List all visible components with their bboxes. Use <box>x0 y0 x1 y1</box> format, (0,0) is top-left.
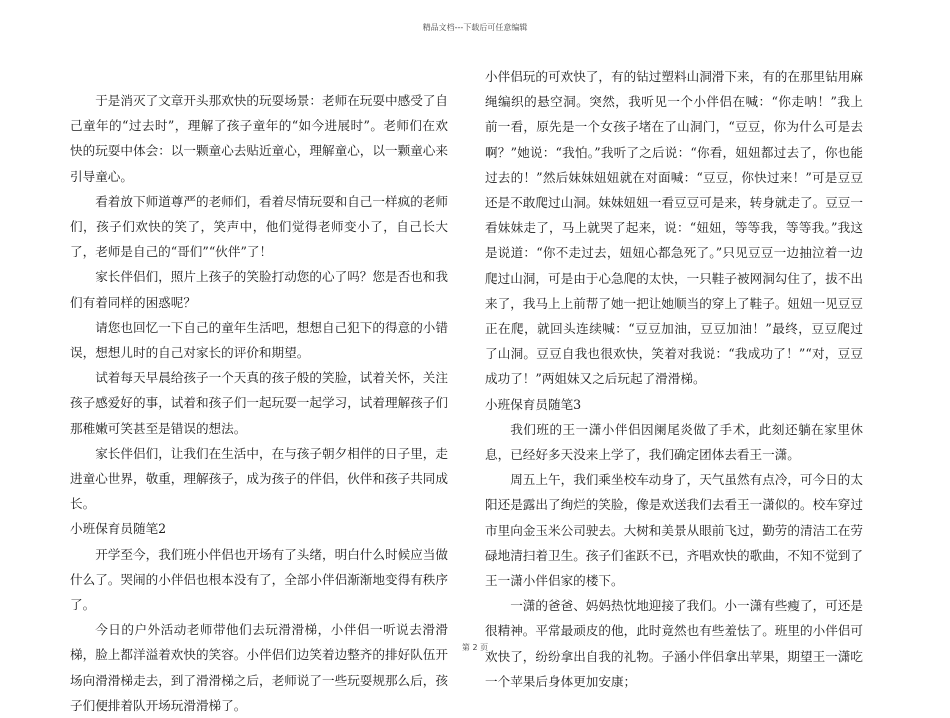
paragraph: 开学至今，我们班小伴侣也开场有了头绪，明白什么时候应当做什么了。哭闹的小伴侣也根本没有了，全部小伴侣渐渐地变得有秩序了。 <box>70 546 448 613</box>
paragraph: 看着放下师道尊严的老师们，看着尽情玩耍和自己一样疯的老师们，孩子们欢快的笑了，笑声中，他们觉得老师变小了，自己长大了，老师是自己的“哥们”“伙伴”了！ <box>70 193 448 260</box>
paragraph: 今日的户外活动老师带他们去玩滑滑梯，小伴侣一听说去滑滑梯，脸上都洋溢着欢快的笑容。小伴侣们边笑着边整齐的排好队伍开场向滑滑梯走去，到了滑滑梯之后，老师说了一些玩耍规那么后，孩子们便排着队开场玩滑滑梯了。 <box>70 622 448 713</box>
paragraph: 于是消灭了文章开头那欢快的玩耍场景：老师在玩耍中感受了自己童年的“过去时”，理解了孩子童年的“如今进展时”。老师们在欢快的玩耍中体会：以一颗童心去贴近童心，理解童心，以一颗童心来引导童心。 <box>70 93 448 184</box>
paragraph-continuation: 小伴侣玩的可欢快了，有的钻过塑料山洞滑下来，有的在那里钻用麻绳编织的悬空洞。突然，我听见一个小伴侣在喊：“你走呐！”我上前一看，原先是一个女孩子堵在了山洞门，“豆豆，你为什么可是去啊？”她说：“我怕。”我听了之后说：“你看，妞妞都过去了，你也能过去的！”然后妹妹妞妞就在对面喊：“豆豆，你快过来！”可是豆豆还是不敢爬过山洞。妹妹妞妞一看豆豆可是来，转身就走了。豆豆一看妹妹走了，马上就哭了起来，说：“妞妞，等等我，等等我。”我这是说道：“你不走过去，妞妞心都急死了。”只见豆豆一边抽泣着一边爬过山洞，可是由于心急爬的太快，一只鞋子被网洞勾住了，拔不出来了，我马上上前帮了她一把让她顺当的穿上了鞋子。妞妞一见豆豆正在爬，就回头连续喊：“豆豆加油，豆豆加油！”最终，豆豆爬过了山洞。豆豆自我也很欢快，笑着对我说：“我成功了！”“对，豆豆成功了！”两姐妹又之后玩起了滑滑梯。 <box>485 69 863 387</box>
paragraph: 家长伴侣们，让我们在生活中，在与孩子朝夕相伴的日子里，走进童心世界，敬重，理解孩子，成为孩子的伴侣，伙伴和孩子共同成长。 <box>70 445 448 512</box>
page-number: 第 2 页 <box>461 643 489 652</box>
section-heading: 小班保育员随笔2 <box>70 521 167 537</box>
section-heading: 小班保育员随笔3 <box>485 396 582 412</box>
paragraph: 请您也回忆一下自己的童年生活吧，想想自己犯下的得意的小错误，想想儿时的自己对家长的评价和期望。 <box>70 319 448 361</box>
right-column <box>485 64 863 694</box>
paragraph: 我们班的王一潇小伴侣因阑尾炎做了手术，此刻还躺在家里休息，已经好多天没来上学了，我们确定团体去看王一潇。 <box>485 421 863 463</box>
paragraph: 家长伴侣们，照片上孩子的笑脸打动您的心了吗？您是否也和我们有着同样的困惑呢？ <box>70 269 448 310</box>
left-column <box>70 88 448 718</box>
paragraph: 周五上午，我们乘坐校车动身了，天气虽然有点冷，可今日的太阳还是露出了绚烂的笑脸，像是欢送我们去看王一潇似的。校车穿过市里向金玉米公司驶去。大树和美景从眼前飞过，勤劳的清洁工在劳碌地清扫着卫生。孩子们雀跃不已，齐唱欢快的歌曲，不知不觉到了王一潇小伴侣家的楼下。 <box>485 472 863 589</box>
paragraph: 试着每天早晨给孩子一个天真的孩子般的笑脸，试着关怀，关注孩子感爱好的事，试着和孩子们一起玩耍一起学习，试着理解孩子们那稚嫩可笑甚至是错误的想法。 <box>70 370 448 436</box>
page-header: 精品文档---下载后可任意编辑 <box>422 23 528 32</box>
paragraph: 一潇的爸爸、妈妈热忱地迎接了我们。小一潇有些瘦了，可还是很精神。平常最顽皮的他，此时竟然也有些羞怯了。班里的小伴侣可欢快了，纷纷拿出自我的礼物。子涵小伴侣拿出苹果，期望王一潇吃一个苹果后身体更加安康； <box>485 598 863 689</box>
